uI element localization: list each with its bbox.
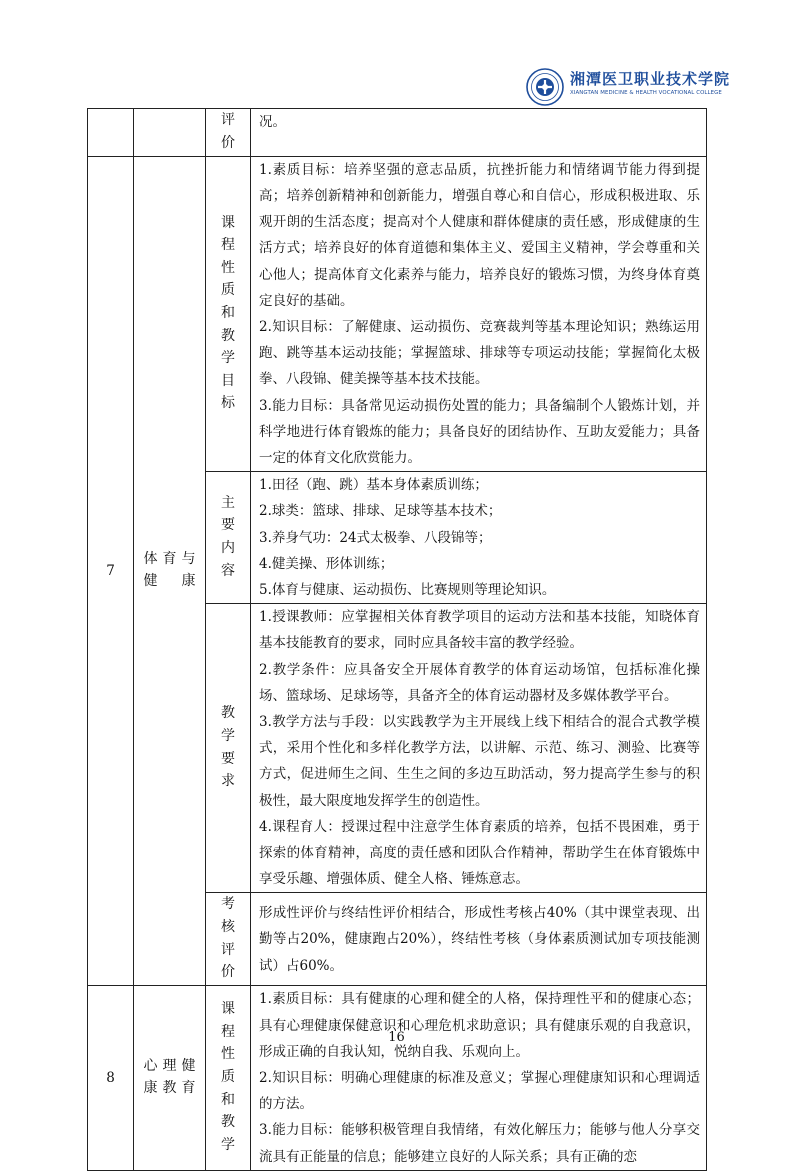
section-label: 考核评价 [221,896,235,981]
college-seal-icon [526,68,564,106]
course-name: 心理健康教育 [143,1058,196,1097]
course-table [87,108,707,1171]
section-label: 评价 [221,112,235,151]
section-label: 教学要求 [221,705,235,790]
course-number: 7 [106,563,115,580]
section-content: 1.素质目标：培养坚强的意志品质，抗挫折能力和情绪调节能力得到提高；培养创新精神和创新能力，增强自尊心和自信心，形成积极进取、乐观开朗的生活态度；提高对个人健康和群体健康的责任感，形成健康的生活方式；培养良好的体育道德和集体主义、爱国主义精神，学会尊重和关心他人；提高体育文化素养与能力，培养良好的锻炼习惯，为终身体育奠定良好的基础。 2.知识目标：了解健康、运动损伤、竞赛裁判等基本理论知识；熟练运用跑、跳等基本运动技能；掌握篮球、排球等专项运动技能；掌握简化太极拳、八段锦、健美操等基本技术技能。 3.能力目标：具备常见运动损伤处置的能力；具备编制个人锻炼计划，并科学地进行体育锻炼的能力；具备良好的团结协作、互助友爱能力；具备一定的体育文化欣赏能力。 [259,161,700,467]
section-label: 主要内容 [221,494,235,579]
table-row [88,986,707,1170]
college-name-en: XIANGTAN MEDICINE & HEALTH VOCATIONAL COLLEGE [570,90,722,96]
section-label: 课程性质和教学 [221,1001,235,1153]
section-content: 1.素质目标：具有健康的心理和健全的人格，保持理性平和的健康心态；具有心理健康保健意识和心理危机求助意识；具有健康乐观的自我意识，形成正确的自我认知，悦纳自我、乐观向上。 2.知识目标：明确心理健康的标准及意义；掌握心理健康知识和心理调适的方法。 3.能力目标：能够积极管理自我情绪，有效化解压力；能够与他人分享交流具有正能量的信息；能够建立良好的人际关系；具有正确的恋 [259,991,700,1165]
table-row [88,156,707,471]
section-content: 形成性评价与终结性评价相结合，形成性考核占40%（其中课堂表现、出勤等占20%，健康跑占20%），终结性考核（身体素质测试加专项技能测试）占60%。 [259,905,700,974]
college-logo [526,68,731,108]
page-number: 16 [388,1030,405,1045]
table-row [88,109,707,157]
course-name: 体育与健康 [143,551,196,590]
section-content: 1.田径（跑、跳）基本身体素质训练； 2.球类：篮球、排球、足球等基本技术； 3.养身气功：24式太极拳、八段锦等； 4.健美操、形体训练； 5.体育与健康、运动损伤、比赛规则等理论知识。 [259,477,556,599]
college-name-cn: 湘潭医卫职业技术学院 [570,70,731,88]
course-number: 8 [106,1070,115,1087]
section-label: 课程性质和教学目标 [221,214,235,412]
section-content: 1.授课教师：应掌握相关体育教学项目的运动方法和基本技能，知晓体育基本技能教育的要求，同时应具备较丰富的教学经验。 2.教学条件：应具备安全开展体育教学的体育运动场馆，包括标准化操场、篮球场、足球场等，具备齐全的体育运动器材及多媒体教学平台。 3.教学方法与手段：以实践教学为主开展线上线下相结合的混合式教学模式，采用个性化和多样化教学方法，以讲解、示范、练习、测验、比赛等方式，促进师生之间、生生之间的多边互助活动，努力提高学生参与的积极性，最大限度地发挥学生的创造性。 4.课程育人：授课过程中注意学生体育素质的培养，包括不畏困难，勇于探索的体育精神，高度的责任感和团队合作精神，帮助学生在体育锻炼中享受乐趣、增强体质、健全人格、锤炼意志。 [259,609,700,888]
section-content: 况。 [259,114,286,130]
